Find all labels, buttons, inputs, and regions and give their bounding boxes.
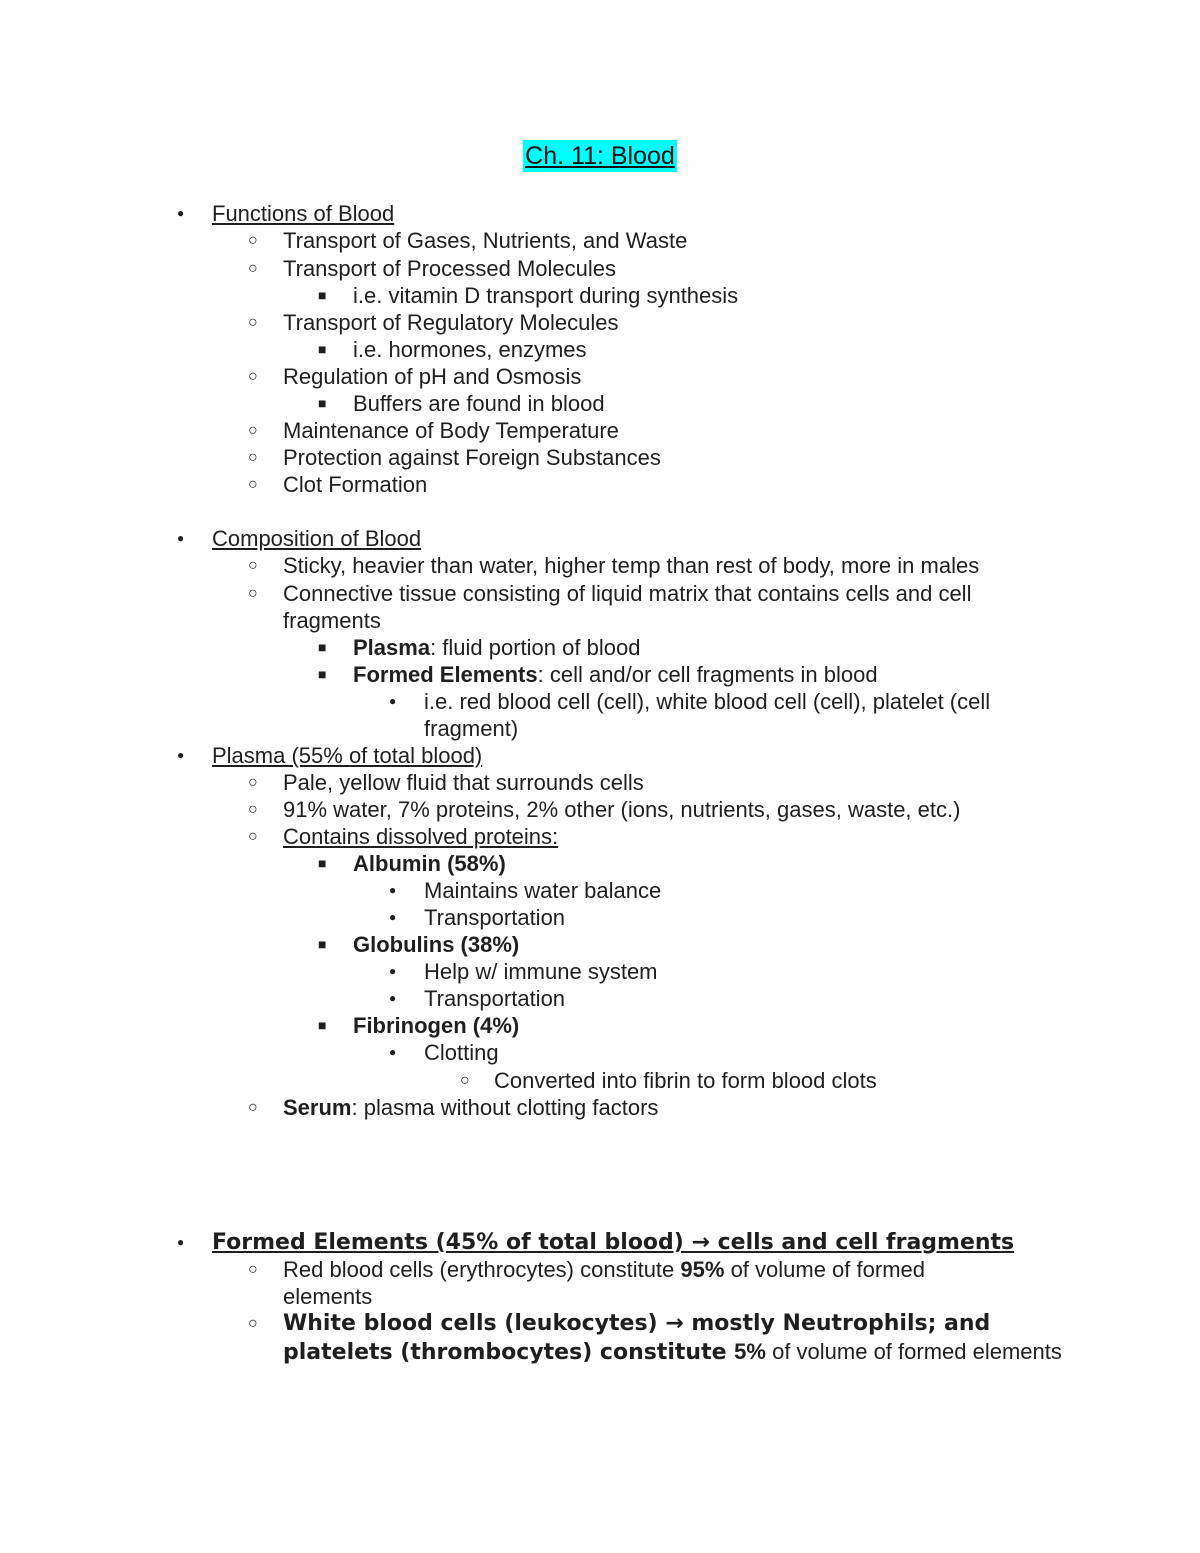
list-item-continuation: fragments: [283, 608, 381, 633]
list-item: Connective tissue consisting of liquid matrix that contains cells and cell: [283, 581, 972, 606]
bullet-circle-icon: ○: [248, 774, 258, 791]
list-item: Contains dissolved proteins:: [283, 824, 559, 849]
list-item: Transport of Gases, Nutrients, and Waste: [283, 228, 688, 253]
bullet-square-icon: ■: [318, 666, 327, 682]
rbc-percent: 95%: [680, 1257, 725, 1282]
bullet-circle-icon: ○: [248, 828, 258, 845]
bullet-circle-icon: ○: [248, 585, 258, 602]
bullet-disc-icon: ●: [389, 991, 397, 1005]
list-item: [283, 1094, 658, 1121]
bullet-circle-icon: ○: [248, 314, 258, 331]
list-item: Transport of Processed Molecules: [283, 256, 616, 281]
bullet-disc-icon: ●: [177, 531, 185, 545]
wbc-percent: 5%: [734, 1339, 766, 1364]
bullet-circle-icon: ○: [248, 232, 258, 249]
section-heading-functions: Functions of Blood: [212, 201, 395, 226]
bullet-disc-icon: ●: [389, 883, 397, 897]
term-definition: : plasma without clotting factors: [351, 1095, 659, 1120]
bullet-circle-icon: ○: [248, 260, 258, 277]
term-serum: Serum: [283, 1095, 352, 1120]
bullet-circle-icon: ○: [248, 1315, 258, 1332]
rbc-text: Red blood cells (erythrocytes) constitute: [283, 1257, 681, 1282]
term-formed-elements: Formed Elements: [353, 662, 538, 687]
bullet-square-icon: ■: [318, 341, 327, 357]
bullet-disc-icon: ●: [389, 910, 397, 924]
rbc-text-tail: of volume of formed: [724, 1257, 925, 1282]
bullet-square-icon: ■: [318, 936, 327, 952]
list-item: i.e. red blood cell (cell), white blood cell (cell), platelet (cell: [424, 689, 991, 714]
list-item: Maintenance of Body Temperature: [283, 418, 619, 443]
protein-fibrinogen: Fibrinogen (4%): [353, 1013, 520, 1038]
bullet-circle-icon: ○: [248, 422, 258, 439]
title-container: [0, 140, 1200, 172]
list-item: Transport of Regulatory Molecules: [283, 310, 619, 335]
bullet-circle-icon: ○: [248, 368, 258, 385]
bullet-circle-icon: ○: [248, 1099, 258, 1116]
list-item: Regulation of pH and Osmosis: [283, 364, 582, 389]
bullet-disc-icon: ●: [177, 1235, 185, 1249]
list-item: Buffers are found in blood: [353, 391, 605, 416]
protein-albumin: Albumin (58%): [353, 851, 506, 876]
bullet-circle-icon: ○: [248, 557, 258, 574]
list-item: Clot Formation: [283, 472, 428, 497]
term-definition: : fluid portion of blood: [430, 635, 641, 660]
list-item: i.e. hormones, enzymes: [353, 337, 587, 362]
bullet-circle-icon: ○: [460, 1072, 470, 1089]
bullet-square-icon: ■: [318, 287, 327, 303]
bullet-circle-icon: ○: [248, 476, 258, 493]
bullet-disc-icon: ●: [389, 964, 397, 978]
list-item: Help w/ immune system: [424, 959, 658, 984]
page-title: Ch. 11: Blood: [525, 142, 675, 170]
list-item: Clotting: [424, 1040, 499, 1065]
list-item-continuation: fragment): [424, 716, 519, 741]
list-item: [283, 1256, 925, 1283]
list-item: Sticky, heavier than water, higher temp than rest of body, more in males: [283, 553, 980, 578]
list-item-continuation: [283, 1338, 1062, 1366]
bullet-circle-icon: ○: [248, 449, 258, 466]
list-item: Converted into fibrin to form blood clots: [494, 1068, 877, 1093]
bullet-disc-icon: ●: [389, 1045, 397, 1059]
wbc-text-bold: platelets (thrombocytes) constitute: [283, 1340, 735, 1365]
bullet-square-icon: ■: [318, 395, 327, 411]
term-plasma: Plasma: [353, 635, 431, 660]
bullet-square-icon: ■: [318, 855, 327, 871]
list-item: 91% water, 7% proteins, 2% other (ions, nutrients, gases, waste, etc.): [283, 797, 961, 822]
list-item: Transportation: [424, 986, 566, 1011]
list-item: [353, 634, 640, 661]
bullet-square-icon: ■: [318, 639, 327, 655]
section-heading-plasma: Plasma (55% of total blood): [212, 743, 483, 768]
list-item: [353, 661, 878, 688]
list-item: Transportation: [424, 905, 566, 930]
list-item: Pale, yellow fluid that surrounds cells: [283, 770, 644, 795]
bullet-disc-icon: ●: [389, 694, 397, 708]
list-item: White blood cells (leukocytes) → mostly Neutrophils; and: [283, 1311, 991, 1336]
term-definition: : cell and/or cell fragments in blood: [537, 662, 878, 687]
section-heading-composition: Composition of Blood: [212, 526, 422, 551]
protein-globulins: Globulins (38%): [353, 932, 520, 957]
bullet-square-icon: ■: [318, 1017, 327, 1033]
list-item: Protection against Foreign Substances: [283, 445, 661, 470]
bullet-circle-icon: ○: [248, 801, 258, 818]
bullet-disc-icon: ●: [177, 206, 185, 220]
list-item-continuation: elements: [283, 1284, 373, 1309]
wbc-text-tail: of volume of formed elements: [765, 1339, 1062, 1364]
list-item: i.e. vitamin D transport during synthesis: [353, 283, 739, 308]
list-item: Maintains water balance: [424, 878, 662, 903]
section-heading-formed-elements: Formed Elements (45% of total blood) → cells and cell fragments: [212, 1230, 1015, 1255]
bullet-disc-icon: ●: [177, 748, 185, 762]
bullet-circle-icon: ○: [248, 1261, 258, 1278]
